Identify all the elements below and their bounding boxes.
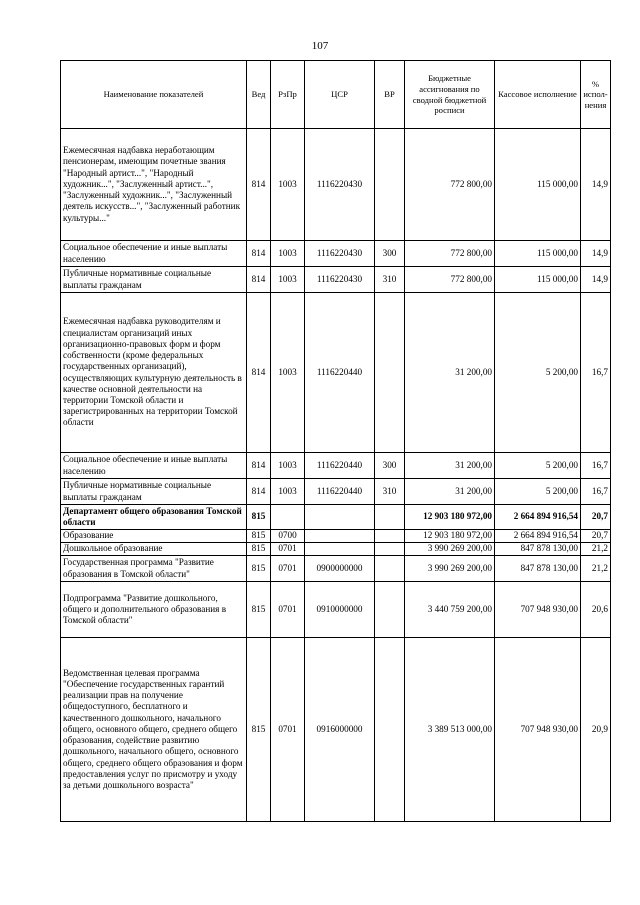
row-ved: 815 (247, 505, 271, 530)
row-percent: 20,7 (581, 505, 611, 530)
row-assignments: 31 200,00 (405, 479, 495, 505)
table-row (61, 543, 611, 556)
row-percent: 16,7 (581, 479, 611, 505)
row-csr: 0916000000 (305, 638, 375, 822)
row-percent: 16,7 (581, 453, 611, 479)
row-vr: 300 (375, 241, 405, 267)
row-ved: 815 (247, 530, 271, 543)
row-rzpr: 1003 (271, 129, 305, 241)
row-vr (375, 293, 405, 453)
row-rzpr: 1003 (271, 479, 305, 505)
row-ved: 815 (247, 556, 271, 582)
row-ved: 814 (247, 293, 271, 453)
row-ved: 815 (247, 543, 271, 556)
row-ved: 815 (247, 582, 271, 638)
header-vr: ВР (375, 61, 405, 129)
row-vr: 310 (375, 267, 405, 293)
row-percent: 20,7 (581, 530, 611, 543)
row-percent: 14,9 (581, 267, 611, 293)
header-row (61, 61, 611, 129)
row-vr (375, 543, 405, 556)
header-percent: % испол-нения (581, 61, 611, 129)
row-name: Социальное обеспечение и иные выплаты населению (61, 241, 247, 267)
table-row (61, 453, 611, 479)
row-assignments: 772 800,00 (405, 241, 495, 267)
row-csr: 1116220430 (305, 241, 375, 267)
row-name: Образование (61, 530, 247, 543)
row-vr (375, 129, 405, 241)
row-csr (305, 543, 375, 556)
row-execution: 5 200,00 (495, 453, 581, 479)
row-rzpr: 0700 (271, 530, 305, 543)
row-assignments: 3 440 759 200,00 (405, 582, 495, 638)
row-assignments: 31 200,00 (405, 453, 495, 479)
row-name: Департамент общего образования Томской области (61, 505, 247, 530)
row-execution: 115 000,00 (495, 267, 581, 293)
row-rzpr: 1003 (271, 293, 305, 453)
row-csr (305, 505, 375, 530)
row-name: Публичные нормативные социальные выплаты гражданам (61, 479, 247, 505)
table-row (61, 267, 611, 293)
row-percent: 20,6 (581, 582, 611, 638)
row-csr: 1116220430 (305, 267, 375, 293)
header-csr: ЦСР (305, 61, 375, 129)
row-execution: 2 664 894 916,54 (495, 530, 581, 543)
row-csr (305, 530, 375, 543)
row-ved: 814 (247, 129, 271, 241)
row-name: Ежемесячная надбавка руководителям и специалистам организаций иных организационно-правовых форм и форм собственности (кроме федеральных государственных организаций), осуществляющих культурную деятельность в качестве основной деятельности на территории Томской области и зарегистрированных на территории Томской области (61, 293, 247, 453)
row-execution: 5 200,00 (495, 479, 581, 505)
row-rzpr (271, 505, 305, 530)
row-execution: 2 664 894 916,54 (495, 505, 581, 530)
row-rzpr: 0701 (271, 638, 305, 822)
row-rzpr: 1003 (271, 241, 305, 267)
row-ved: 814 (247, 267, 271, 293)
row-assignments: 31 200,00 (405, 293, 495, 453)
row-percent: 14,9 (581, 129, 611, 241)
row-execution: 115 000,00 (495, 129, 581, 241)
table-row (61, 638, 611, 822)
row-name: Ежемесячная надбавка неработающим пенсионерам, имеющим почетные звания "Народный артист...", "Народный художник...", "Заслуженный артист...", "Заслуженный художник...", "Заслуженный деятель искусств...", "Заслуженный работник культуры..." (61, 129, 247, 241)
row-percent: 20,9 (581, 638, 611, 822)
row-ved: 814 (247, 479, 271, 505)
row-percent: 14,9 (581, 241, 611, 267)
row-vr (375, 638, 405, 822)
row-assignments: 772 800,00 (405, 267, 495, 293)
header-ved: Вед (247, 61, 271, 129)
row-percent: 21,2 (581, 543, 611, 556)
row-execution: 115 000,00 (495, 241, 581, 267)
row-execution: 847 878 130,00 (495, 543, 581, 556)
row-rzpr: 1003 (271, 453, 305, 479)
header-rzpr: РзПр (271, 61, 305, 129)
row-assignments: 12 903 180 972,00 (405, 530, 495, 543)
row-name: Государственная программа "Развитие образования в Томской области" (61, 556, 247, 582)
row-name: Социальное обеспечение и иные выплаты населению (61, 453, 247, 479)
row-assignments: 3 389 513 000,00 (405, 638, 495, 822)
row-percent: 21,2 (581, 556, 611, 582)
budget-table (60, 60, 611, 822)
row-name: Публичные нормативные социальные выплаты гражданам (61, 267, 247, 293)
row-vr: 310 (375, 479, 405, 505)
row-rzpr: 1003 (271, 267, 305, 293)
row-execution: 5 200,00 (495, 293, 581, 453)
row-ved: 814 (247, 241, 271, 267)
row-csr: 0900000000 (305, 556, 375, 582)
row-name: Дошкольное образование (61, 543, 247, 556)
header-execution: Кассовое исполнение (495, 61, 581, 129)
row-percent: 16,7 (581, 293, 611, 453)
row-assignments: 3 990 269 200,00 (405, 556, 495, 582)
row-name: Ведомственная целевая программа "Обеспечение государственных гарантий реализации прав на получение общедоступного, бесплатного и качественного дошкольного, начального общего, основного общего, среднего общего образования, содействие развитию дошкольного, начального общего, основного общего, среднего общего образования и форм предоставления услуг по присмотру и уходу за детьми дошкольного возраста" (61, 638, 247, 822)
row-ved: 814 (247, 453, 271, 479)
row-csr: 1116220440 (305, 479, 375, 505)
row-assignments: 12 903 180 972,00 (405, 505, 495, 530)
row-rzpr: 0701 (271, 543, 305, 556)
page-number: 107 (311, 40, 329, 52)
row-assignments: 772 800,00 (405, 129, 495, 241)
row-rzpr: 0701 (271, 582, 305, 638)
row-vr (375, 505, 405, 530)
row-execution: 707 948 930,00 (495, 638, 581, 822)
row-execution: 707 948 930,00 (495, 582, 581, 638)
table-row (61, 479, 611, 505)
row-csr: 0910000000 (305, 582, 375, 638)
table-row (61, 129, 611, 241)
row-vr (375, 556, 405, 582)
row-vr: 300 (375, 453, 405, 479)
header-name: Наименование показателей (61, 61, 247, 129)
header-assignments: Бюджетные ассигнования по сводной бюджетной росписи (405, 61, 495, 129)
row-csr: 1116220440 (305, 293, 375, 453)
row-vr (375, 530, 405, 543)
table-row (61, 530, 611, 543)
table-row (61, 293, 611, 453)
table-row (61, 505, 611, 530)
row-execution: 847 878 130,00 (495, 556, 581, 582)
row-assignments: 3 990 269 200,00 (405, 543, 495, 556)
row-csr: 1116220430 (305, 129, 375, 241)
row-name: Подпрограмма "Развитие дошкольного, общего и дополнительного образования в Томской области" (61, 582, 247, 638)
row-csr: 1116220440 (305, 453, 375, 479)
row-vr (375, 582, 405, 638)
table-row (61, 556, 611, 582)
row-ved: 815 (247, 638, 271, 822)
row-rzpr: 0701 (271, 556, 305, 582)
table-row (61, 241, 611, 267)
table-row (61, 582, 611, 638)
